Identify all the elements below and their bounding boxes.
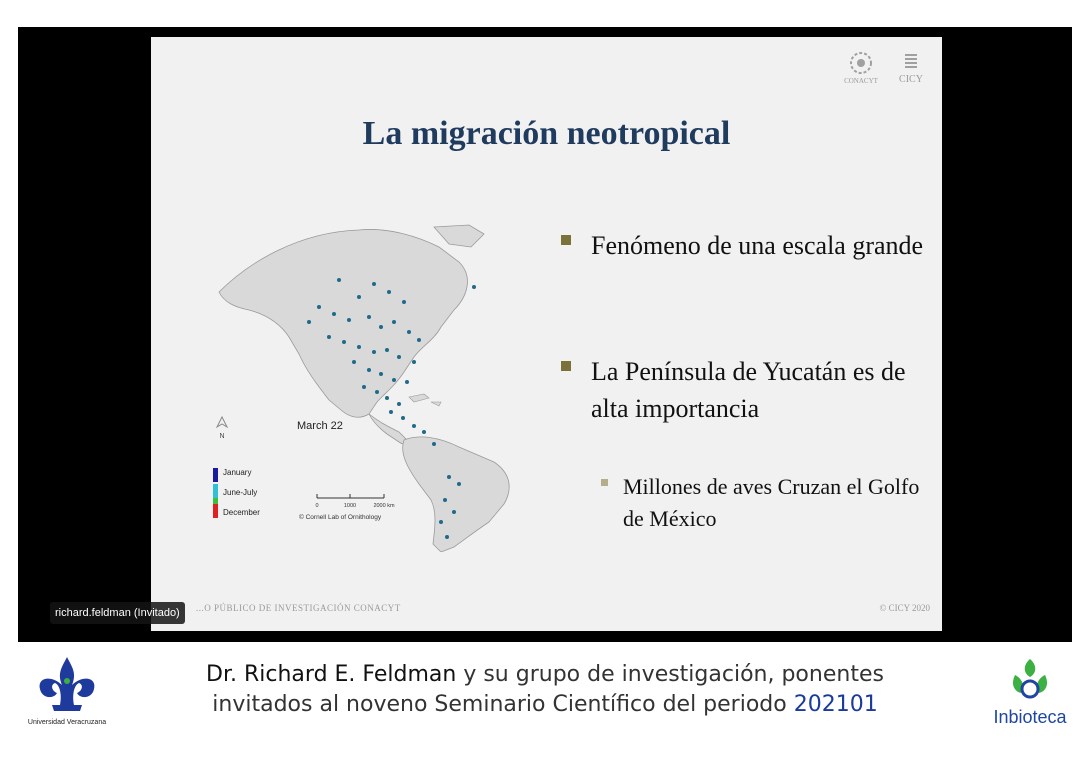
map-legend [213,468,260,518]
sighting-point [401,416,405,420]
sighting-point [439,520,443,524]
migration-map [209,222,539,552]
legend-bar-june-july [213,484,218,498]
universidad-veracruzana-logo [22,655,112,735]
sighting-point [385,396,389,400]
map-scale-bar [315,494,394,509]
sighting-point [332,312,336,316]
universidad-veracruzana-label: Universidad Veracruzana [27,719,107,726]
sighting-point [447,475,451,479]
sighting-point [412,360,416,364]
inbioteca-label: Inbioteca [993,707,1067,727]
legend-label-december: December [223,508,260,517]
conacyt-emblem-icon [849,51,873,75]
cicy-label: CICY [899,74,923,85]
sighting-point [379,372,383,376]
caption-line2: invitados al noveno Seminario Científico del periodo [212,692,794,717]
conacyt-logo [841,51,881,85]
north-label: N [219,433,225,440]
caption-line1-rest: y su grupo de investigación, ponentes [456,662,884,687]
north-america-landmass [219,229,467,417]
video-frame [18,27,1072,642]
scale-tick-1000: 1000 [343,503,357,509]
sighting-point [327,335,331,339]
legend-bar-green [213,498,218,504]
caption-period: 202101 [793,692,878,717]
legend-bar-january [213,468,218,482]
sighting-point [342,340,346,344]
greenland-landmass [434,225,484,247]
sighting-point [392,378,396,382]
north-arrow [217,417,227,440]
sighting-point [362,385,366,389]
south-america-landmass [403,437,510,552]
sighting-point [387,290,391,294]
sighting-point [457,482,461,486]
inbioteca-emblem-icon [985,655,1075,707]
sighting-point [367,315,371,319]
bullet-text: La Península de Yucatán es de alta importancia [591,357,906,423]
map-date-label: March 22 [297,420,343,432]
sighting-point [417,338,421,342]
sighting-point [432,442,436,446]
caribbean-islands [409,394,441,406]
sighting-point [385,348,389,352]
sighting-point [422,430,426,434]
sighting-point [472,285,476,289]
bullet-text: Fenómeno de una escala grande [591,231,924,260]
sighting-point [412,424,416,428]
sighting-point [337,278,341,282]
caption-name: Dr. Richard E. Feldman [206,662,457,687]
sub-bullet-square-icon [601,479,608,486]
legend-bar-december [213,504,218,518]
sighting-point [445,535,449,539]
sighting-point [367,368,371,372]
caption [140,660,950,720]
sighting-point [375,390,379,394]
slide-title: La migración neotropical [362,115,731,152]
sighting-point [405,380,409,384]
sighting-point [397,355,401,359]
sighting-point [347,318,351,322]
conacyt-label: CONACYT [844,77,878,85]
sighting-point [379,325,383,329]
presentation-slide [151,37,942,631]
bullet-square-icon [561,235,571,245]
sub-bullet-text: Millones de aves Cruzan el Golfo de México [623,474,920,531]
sighting-point [389,410,393,414]
legend-label-june-july: June-July [223,488,258,497]
sighting-point [317,305,321,309]
sighting-point [392,320,396,324]
scale-tick-0: 0 [315,503,319,509]
sighting-point [407,330,411,334]
legend-label-january: January [223,468,252,477]
cicy-emblem-icon [901,51,921,71]
sighting-point [372,350,376,354]
sighting-point [352,360,356,364]
sighting-point [452,510,456,514]
sighting-point [402,300,406,304]
sighting-point [307,320,311,324]
sighting-point [357,295,361,299]
scale-tick-2000: 2000 km [373,503,395,509]
participant-name-tag: richard.feldman (Invitado) [50,602,185,624]
sighting-point [397,402,401,406]
inbioteca-logo [985,655,1075,735]
slide-footer: ...O PÚBLICO DE INVESTIGACIÓN CONACYT [196,603,401,613]
cicy-logo [891,51,931,85]
sighting-point [443,498,447,502]
map-credit: © Cornell Lab of Ornithology [299,514,382,521]
sighting-point [372,282,376,286]
bullet-square-icon [561,361,571,371]
slide-copyright: © CICY 2020 [879,603,930,613]
fleur-de-lis-icon [22,655,112,717]
sighting-point [357,345,361,349]
